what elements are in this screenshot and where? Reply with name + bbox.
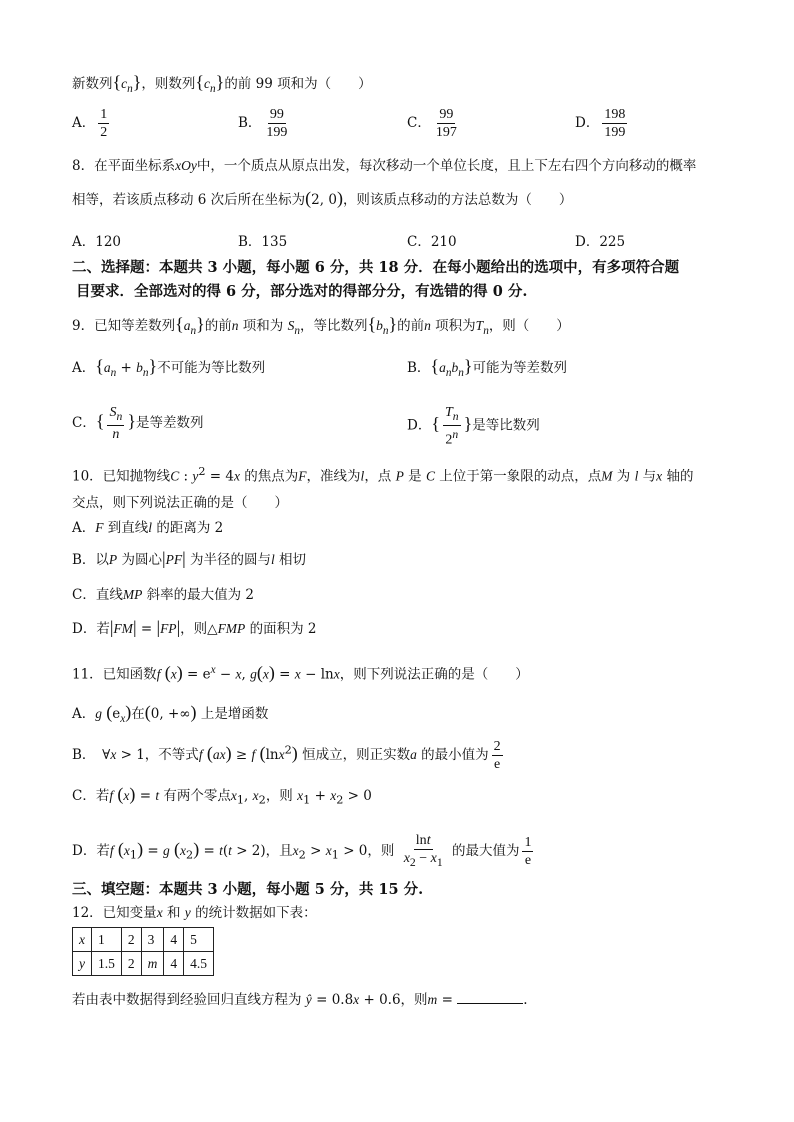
q10-option-a: A．F 到直线l 的距离为 2 (72, 520, 224, 536)
table-cell: m (141, 952, 164, 976)
table-header-y: y (73, 952, 92, 976)
table-cell: 4 (164, 952, 184, 976)
q9-option-b: B．$\{a_nb_n\}$可能为等差数列 (407, 356, 567, 379)
q11-stem: 11．已知函数f $(x) = e^x - x$, g(x) = x − lnx，则下列说法正确的是（ ） (72, 662, 529, 683)
q12-question: 若由表中数据得到经验回归直线方程为 ŷ = 0.8x + 0.6，则m = . (72, 992, 528, 1008)
table-cell: 1.5 (92, 952, 122, 976)
q12-stem: 12．已知变量x 和 y 的统计数据如下表： (72, 905, 317, 921)
q9-stem: 9．已知等差数列$\{a_n\}$的前n 项和为 $S_n$，等比数列$\{b_n\}$的前n 项积为$T_n$，则（ ） (72, 314, 570, 337)
q10-line2: 交点，则下列说法正确的是（ ） (72, 495, 288, 511)
table-cell: 2 (121, 928, 141, 952)
q9-option-d: D．{ $\frac{T_n}{2^n}$ }是等比数列 (407, 405, 540, 448)
q10-option-d: D．若|FM| = |FP|，则△FMP 的面积为 2 (72, 617, 317, 637)
table-row (73, 952, 214, 976)
table-cell: 2 (121, 952, 141, 976)
section-2-heading-line1: 二、选择题：本题共 3 小题，每小题 6 分，共 18 分．在每小题给出的选项中，有多项符合题 (72, 259, 680, 276)
table-row (73, 928, 214, 952)
statistics-table (72, 927, 214, 976)
q7-option-a: A． $\frac{1}{2}$ (72, 107, 108, 140)
table-header-x: x (73, 928, 92, 952)
table-cell: 4 (164, 928, 184, 952)
q7-option-c: C． $\frac{99}{197}$ (407, 107, 457, 140)
q8-option-c: C．210 (407, 234, 457, 250)
section-3-heading: 三、填空题：本题共 3 小题，每小题 5 分，共 15 分. (72, 881, 424, 898)
q11-option-d: D．若f $(x_1) = g$ $(x_2) = t(t > 2)$，且$x_2 > x_1 > 0$，则 $\frac{\ln t}{x_2 - x_1}$ 的最大值为 $\frac{1}{e}$ (72, 833, 532, 869)
q11-option-c: C．若f (x) = t 有两个零点$x_1$, $x_2$，则 $x_1 + x_2 > 0$ (72, 784, 372, 807)
q8-line1: 8．在平面坐标系xOy中，一个质点从原点出发，每次移动一个单位长度，且上下左右四个方向移动的概率 (72, 158, 697, 174)
q7-tail: 新数列$\{c_n\}$，则数列$\{c_n\}$的前 99 项和为（ ） (72, 72, 372, 95)
q7-option-d: D． $\frac{198}{199}$ (575, 107, 626, 140)
q9-option-a: A．$\{a_n + b_n\}$不可能为等比数列 (72, 356, 266, 379)
table-cell: 5 (184, 928, 214, 952)
q9-option-c: C．{ $\frac{S_n}{n}$ }是等差数列 (72, 405, 204, 442)
table-cell: 3 (141, 928, 164, 952)
q8-option-a: A．120 (72, 234, 122, 250)
q8-option-b: B．135 (238, 234, 288, 250)
q11-option-a: A．g $(e_x)$在(0, +∞) 上是增函数 (72, 702, 269, 725)
q8-option-d: D．225 (575, 234, 626, 250)
section-2-heading-line2: 目要求．全部选对的得 6 分，部分选对的得部分分，有选错的得 0 分. (76, 283, 528, 300)
q11-option-b: B． ∀x > 1，不等式f (ax) ≥ f (lnx$^2$) 恒成立，则正实数a 的最小值为 $\frac{2}{e}$ (72, 739, 501, 772)
q10-option-c: C．直线MP 斜率的最大值为 2 (72, 587, 255, 603)
table-cell: 4.5 (184, 952, 214, 976)
q7-option-b: B． $\frac{99}{199}$ (238, 107, 288, 140)
q10-line1: 10．已知抛物线C : $y^2 = 4x$ 的焦点为F，准线为l，点 P 是 C 上位于第一象限的动点，点M 为 l 与x 轴的 (72, 465, 694, 485)
answer-blank[interactable] (457, 991, 523, 1004)
q10-option-b: B．以P 为圆心|PF| 为半径的圆与l 相切 (72, 548, 307, 568)
table-cell: 1 (92, 928, 122, 952)
q8-line2: 相等，若该质点移动 6 次后所在坐标为(2, 0)，则该质点移动的方法总数为（ ） (72, 188, 573, 208)
